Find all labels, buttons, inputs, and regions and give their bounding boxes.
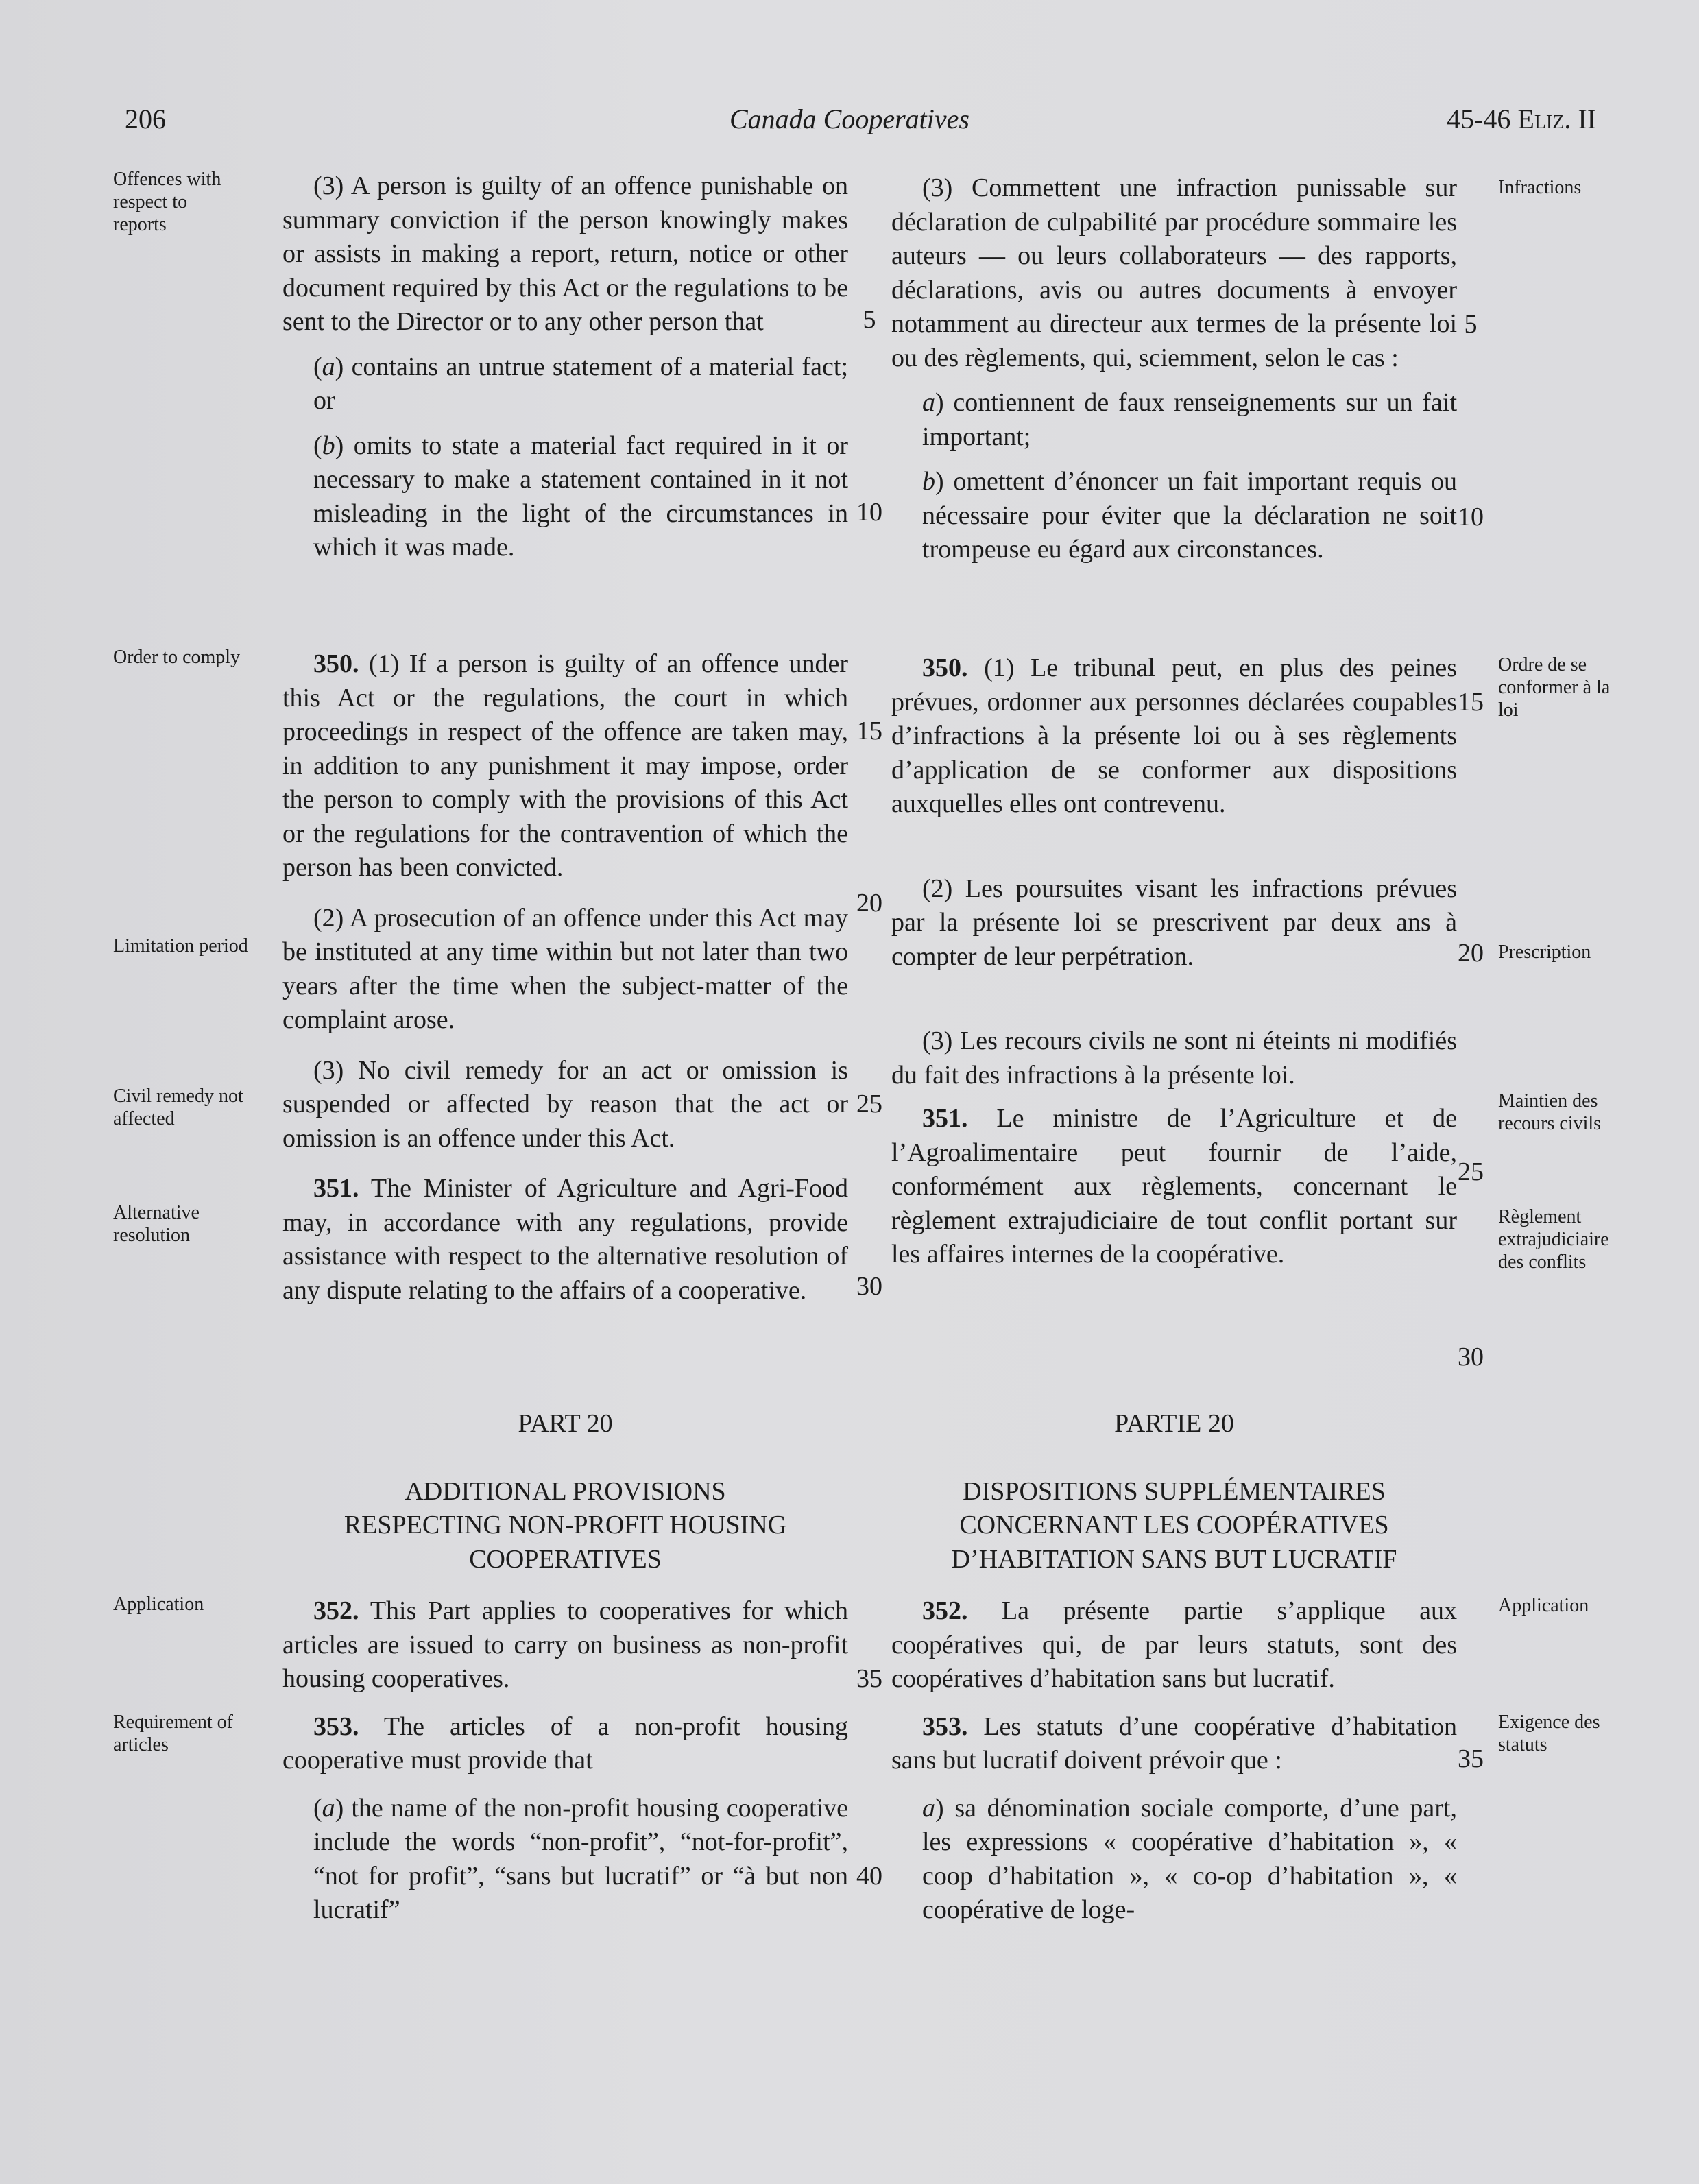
section-352-en: 352. This Part applies to cooperatives for which articles are issued to carry on business as non-profit housing cooperatives. 353. The articles of a non-profit housing cooperative must provide that (a) the name of the non-profit housing cooperative include the words “non-profit”, “not-for-profit”, “not for profit”, “sans but lucratif” or “à but non lucratif” — [282, 1594, 848, 1928]
margin-note-fr: Infractions — [1498, 177, 1582, 198]
line-number: 5 — [863, 305, 876, 334]
page-number: 206 — [125, 104, 166, 134]
line-number: 10 — [1458, 503, 1484, 531]
section-350-2-en: (2) A prosecution of an offence under this Act may be instituted at any time within but not later than two years after the time when the subject-matter of the complaint arose. — [282, 903, 848, 1034]
line-number: 30 — [1458, 1343, 1484, 1371]
section-351-en: 351. The Minister of Agriculture and Agri-Food may, in accordance with any regulations, provide assistance with respect to the alternative resolution of any dispute relating to the affairs of a cooperative. — [282, 1174, 848, 1305]
running-title: Canada Cooperatives — [730, 104, 969, 134]
margin-note-en: Offences with respect to reports — [113, 169, 221, 235]
section-349-3-fr: (3) Commettent une infraction punissable sur déclaration de culpabilité par procédure sommaire les auteurs — ou leurs collaborateurs — des rapports, déclarations, avis ou autres documents à envoyer notamment au directeur aux termes de la présente loi ou des règlements, qui, sciemment, selon le cas : — [891, 173, 1457, 372]
line-number: 35 — [1458, 1744, 1484, 1773]
section-352-fr: 352. La présente partie s’applique aux coopératives qui, de par leurs statuts, sont des coopératives d’habitation sans but lucratif. 353. Les statuts d’une coopérative d’habitation sans but lucratif doivent prévoir que : a) sa dénomination sociale comporte, d’une part, les expressions « coopérative d’habitation », « coop d’habitation », « co-op d’habitation », « coopérative de loge- — [891, 1594, 1457, 1928]
margin-note-en: Civil remedy not affected — [113, 1085, 243, 1129]
line-number: 15 — [856, 717, 882, 745]
section-350-2-fr: (2) Les poursuites visant les infractions prévues par la présente loi se prescrivent par deux ans à compter de leur perpétration. — [891, 874, 1457, 971]
para-a-en: (a) contains an untrue statement of a material fact; or — [313, 352, 849, 415]
line-number: 25 — [856, 1090, 882, 1118]
margin-note-fr: Prescription — [1498, 941, 1591, 963]
para-353a-fr: a) sa dénomination sociale comporte, d’une part, les expressions « coopérative d’habitation », « coop d’habitation », « co-op d’habitation », « coopérative de loge- — [922, 1793, 1457, 1924]
margin-note-en: Order to comply — [113, 647, 241, 668]
margin-note-en: Alternative resolution — [113, 1202, 200, 1246]
part-heading-en: PART 20 ADDITIONAL PROVISIONS RESPECTING NON-PROFIT HOUSING COOPERATIVES — [344, 1409, 787, 1574]
section-350-fr: 350. (1) Le tribunal peut, en plus des peines prévues, ordonner aux personnes déclarées coupables d’infractions à la présente loi ou à ses règlements d’application de se conformer aux dispositions auxquelles elles ont contrevenu. (2) Les poursuites visant les infractions prévues par la présente loi se prescrivent par deux ans à compter de leur perpétration. (3) Les recours civils ne sont ni éteints ni modifiés du fait des infractions à la présente loi. 351. Le ministre de l’Agriculture et de l’Agroalimentaire peut fournir de l’aide, conformément aux règlements, concernant le règlement extrajudiciaire de tout conflit portant sur les affaires internes de la coopérative. — [891, 651, 1457, 1272]
margin-note-fr: Maintien des recours civils — [1498, 1090, 1602, 1134]
section-353-fr: 353. Les statuts d’une coopérative d’habitation sans but lucratif doivent prévoir que : — [891, 1712, 1457, 1775]
line-number: 5 — [1464, 310, 1478, 339]
margin-note-en: Application — [113, 1594, 204, 1615]
part-heading-fr: PARTIE 20 DISPOSITIONS SUPPLÉMENTAIRES CONCERNANT LES COOPÉRATIVES D’HABITATION SANS BUT LUCRATIF — [951, 1409, 1397, 1574]
line-number: 10 — [856, 498, 882, 527]
section-349-3-en: (3) A person is guilty of an offence punishable on summary conviction if the person knowingly makes or assists in making a report, return, notice or other document required by this Act or the regulations to be sent to the Director or to any other person that — [282, 171, 848, 336]
section-351-fr: 351. Le ministre de l’Agriculture et de l’Agroalimentaire peut fournir de l’aide, conformément aux règlements, concernant le règlement extrajudiciaire de tout conflit portant sur les affaires internes de la coopérative. — [891, 1104, 1457, 1269]
line-number: 20 — [1458, 939, 1484, 968]
para-a-fr: a) contiennent de faux renseignements sur un fait important; — [922, 388, 1457, 451]
line-number: 30 — [856, 1272, 882, 1301]
section-350-en: 350. (1) If a person is guilty of an offence under this Act or the regulations, the court in which proceedings in respect of the offence are taken may, in addition to any punishment it may impose, order the person to comply with the provisions of this Act or the regulations for the contravention of which the person has been convicted. (2) A prosecution of an offence under this Act may be instituted at any time within but not later than two years after the time when the subject-matter of the complaint arose. (3) No civil remedy for an act or omission is suspended or affected by reason that the act or omission is an offence under this Act. 351. The Minister of Agriculture and Agri-Food may, in accordance with any regulations, provide assistance with respect to the alternative resolution of any dispute relating to the affairs of a cooperative. — [282, 647, 848, 1308]
margin-note-fr: Application — [1498, 1595, 1589, 1616]
line-number: 25 — [1458, 1157, 1484, 1186]
french-column — [891, 171, 1457, 567]
para-353a-en: (a) the name of the non-profit housing cooperative include the words “non-profit”, “not-for-profit”, “not for profit”, “sans but lucratif” or “à but non lucratif” — [313, 1793, 849, 1924]
line-number: 35 — [856, 1664, 882, 1693]
para-b-fr: b) omettent d’énoncer un fait important requis ou nécessaire pour éviter que la déclaration ne soit trompeuse eu égard aux circonstances. — [922, 467, 1458, 564]
margin-note-fr: Règlement extrajudiciaire des conflits — [1498, 1206, 1609, 1273]
para-b-en: (b) omits to state a material fact required in it or necessary to make a statement contained in it not misleading in the light of the circumstances in which it was made. — [313, 431, 849, 562]
margin-note-fr: Exigence des statuts — [1498, 1712, 1600, 1755]
regnal-year: 45-46 Eliz. II — [1447, 104, 1596, 134]
margin-note-en: Limitation period — [113, 935, 248, 957]
english-column — [282, 169, 848, 565]
margin-note-en: Requirement of articles — [113, 1712, 233, 1755]
line-number: 15 — [1458, 688, 1484, 717]
line-number: 20 — [856, 889, 882, 917]
section-353-en: 353. The articles of a non-profit housing cooperative must provide that — [282, 1712, 848, 1775]
section-350-3-fr: (3) Les recours civils ne sont ni éteints ni modifiés du fait des infractions à la présente loi. — [891, 1027, 1457, 1090]
margin-note-fr: Ordre de se conformer à la loi — [1498, 654, 1611, 721]
line-number: 40 — [856, 1862, 882, 1891]
section-350-3-en: (3) No civil remedy for an act or omission is suspended or affected by reason that the act or omission is an offence under this Act. — [282, 1055, 848, 1153]
